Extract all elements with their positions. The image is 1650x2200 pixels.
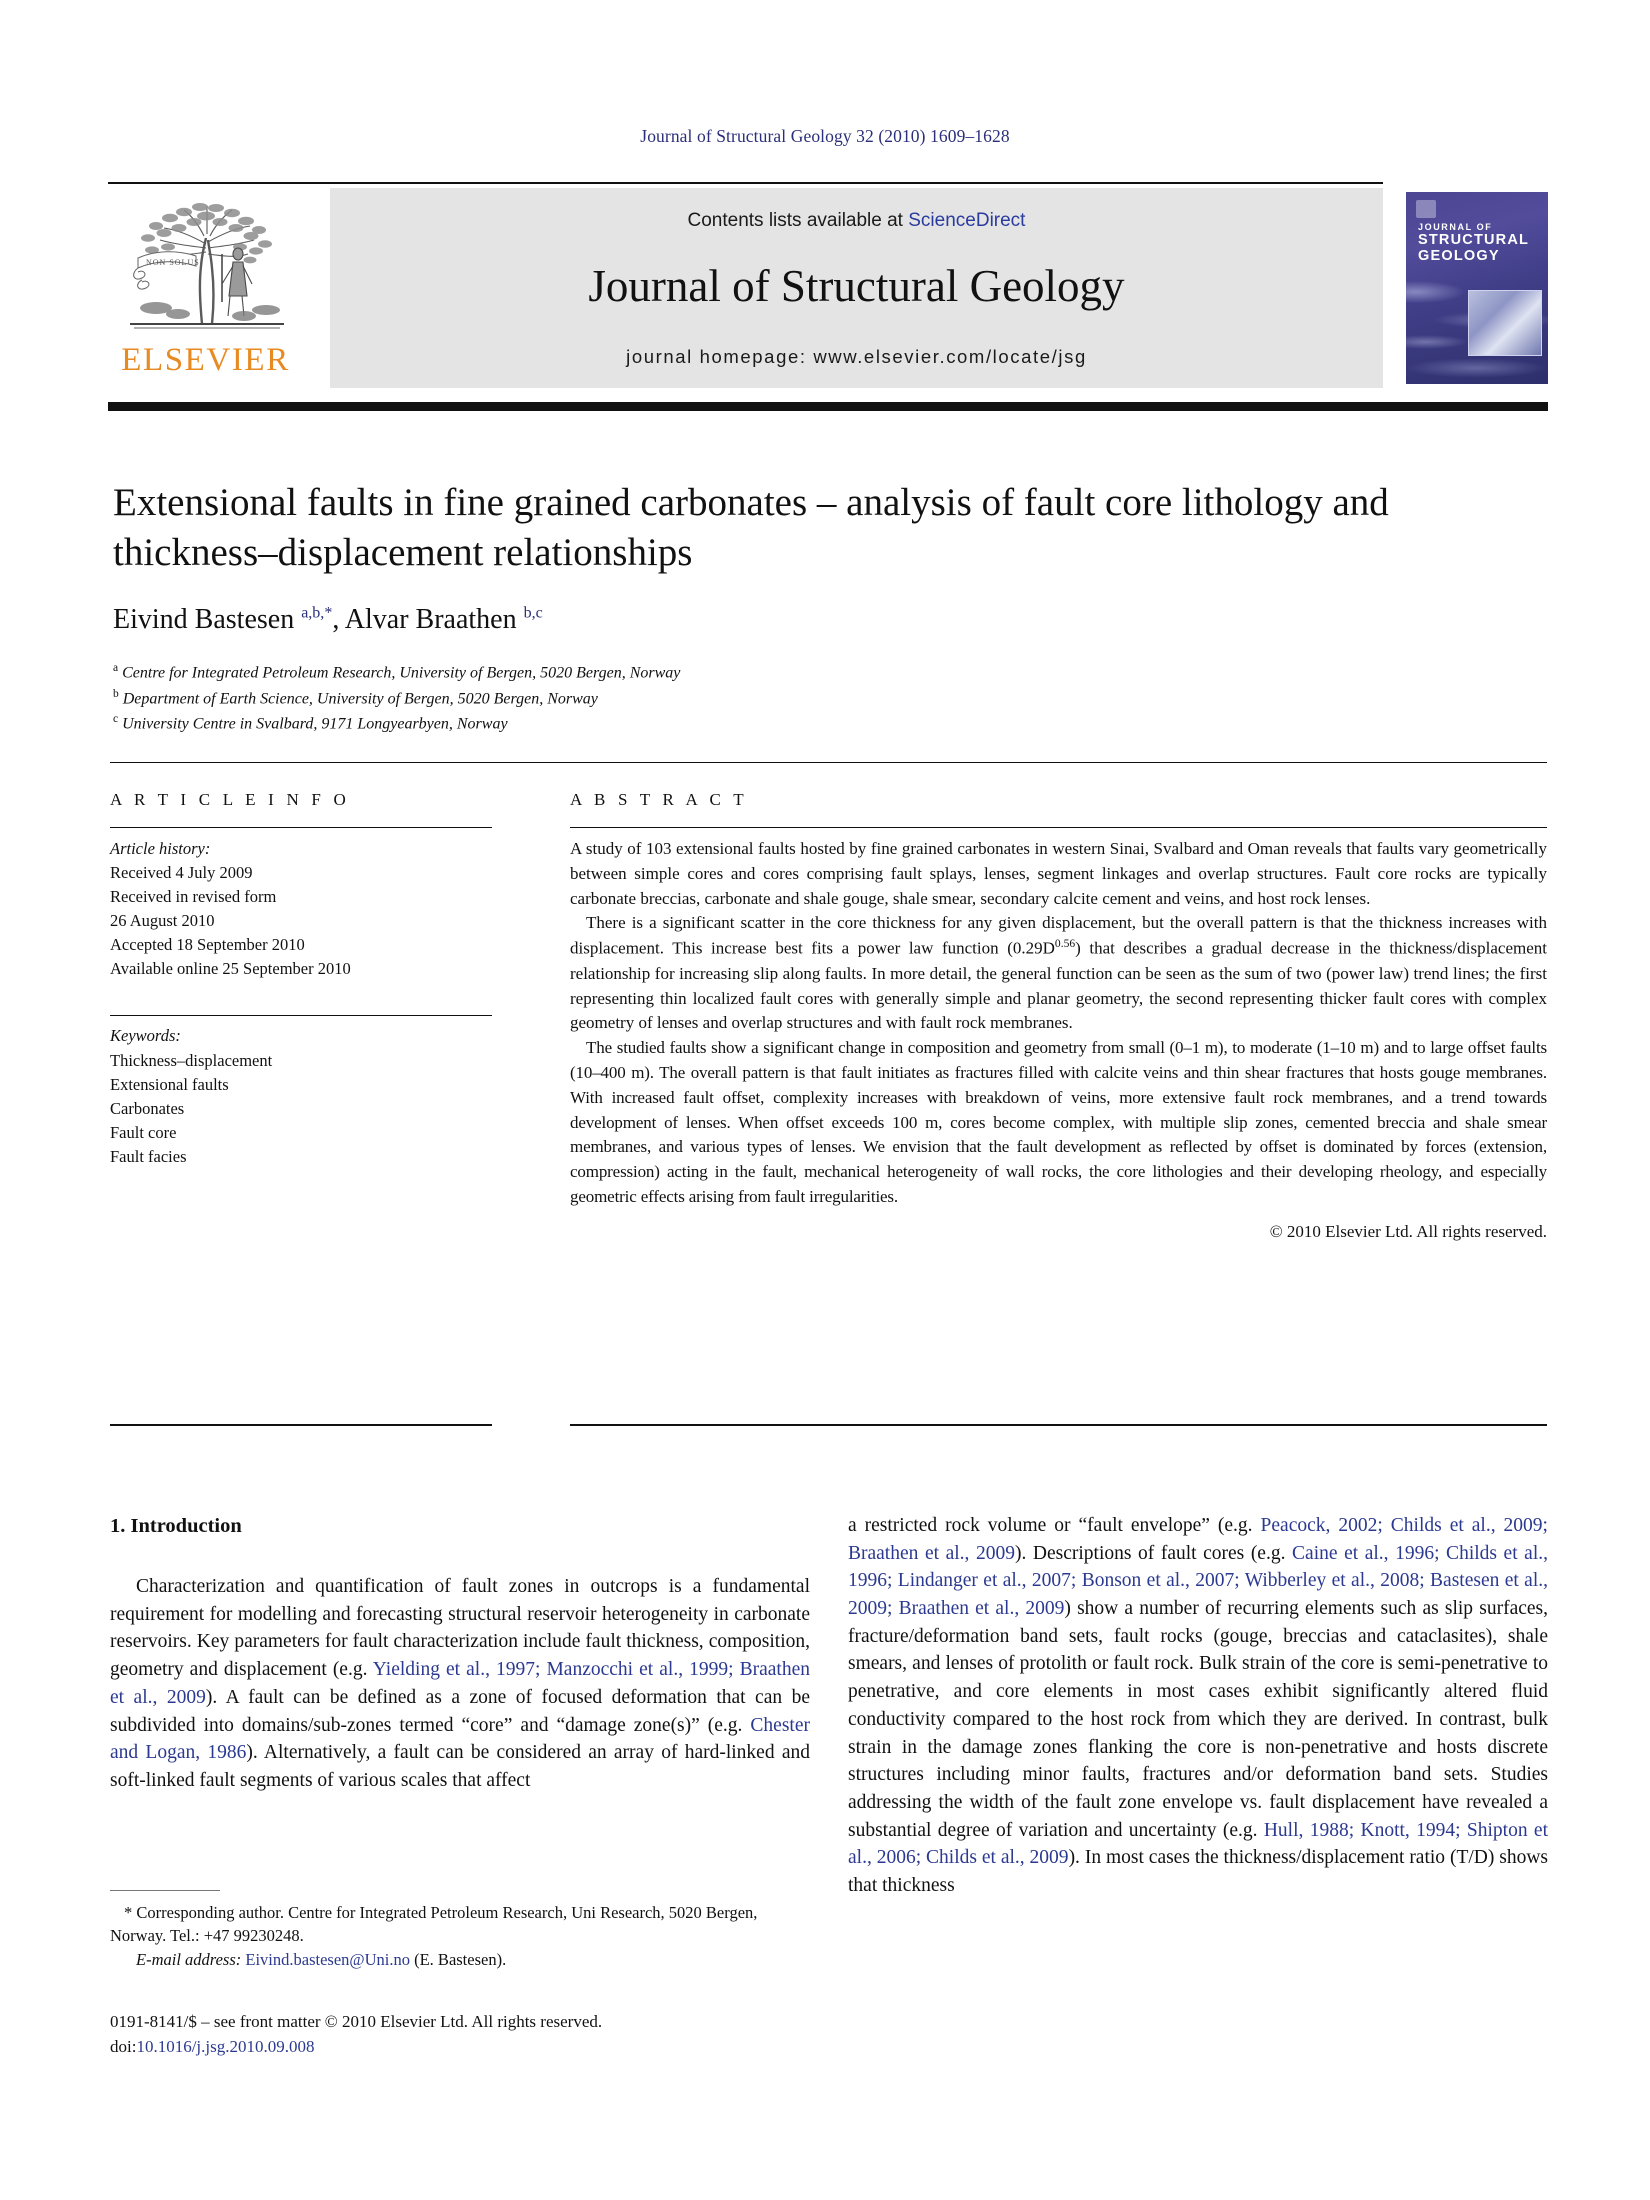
corresponding-author-footnote <box>110 1890 810 1971</box>
keywords-block <box>110 1024 492 1168</box>
affiliation-marker: a <box>113 662 119 674</box>
affiliation-item <box>113 660 1413 686</box>
history-item: 26 August 2010 <box>110 911 215 931</box>
intro-right-column <box>848 1512 1548 1900</box>
contents-line <box>330 210 1383 232</box>
elsevier-logo <box>108 192 303 392</box>
article-info-heading: A R T I C L E I N F O <box>110 790 350 809</box>
cover-title <box>1418 222 1529 265</box>
doi-link[interactable]: 10.1016/j.jsg.2010.09.008 <box>136 2036 315 2056</box>
info-block-bottom-rule <box>570 1424 1547 1426</box>
affiliation-text: Department of Earth Science, University of Bergen, 5020 Bergen, Norway <box>122 689 598 707</box>
journal-homepage[interactable]: journal homepage: www.elsevier.com/locate/jsg <box>626 346 1087 367</box>
intro-left-column <box>110 1512 810 1795</box>
sciencedirect-link[interactable]: ScienceDirect <box>908 210 1026 231</box>
cover-title-line1: JOURNAL OF <box>1418 222 1493 232</box>
journal-cover-image <box>1406 192 1548 384</box>
svg-text:NON SOLUS: NON SOLUS <box>146 258 200 267</box>
info-block-bottom-rule-left <box>110 1424 492 1426</box>
corresponding-author-text: * Corresponding author. Centre for Integrated Petroleum Research, Uni Research, 5020 Bergen, Norway. Tel.: +47 99230248. <box>110 1903 758 1946</box>
affiliation-item <box>113 686 1413 712</box>
keyword-item: Extensional faults <box>110 1074 229 1094</box>
author-list: Eivind Bastesen $^{a,b,*}$, Alvar Braathen $^{b,c}$ <box>113 604 543 635</box>
email-line <box>110 1948 810 1971</box>
affiliation-marker: c <box>113 713 119 726</box>
cover-elsevier-mark-icon <box>1416 200 1436 218</box>
cover-title-line3: GEOLOGY <box>1418 248 1500 265</box>
keyword-item: Carbonates <box>110 1098 185 1118</box>
journal-title: Journal of Structural Geology <box>588 261 1125 311</box>
keyword-item: Thickness–displacement <box>110 1050 273 1070</box>
cover-title-line2: STRUCTURAL <box>1418 232 1530 249</box>
history-item: Received in revised form <box>110 887 277 907</box>
sciencedirect-banner <box>330 188 1383 388</box>
colophon <box>110 2010 870 2059</box>
email-link[interactable]: Eivind.bastesen@Uni.no <box>245 1949 410 1969</box>
affiliation-text: Centre for Integrated Petroleum Research, University of Bergen, 5020 Bergen, Norway <box>122 664 681 682</box>
doi-label: doi: <box>110 2036 137 2056</box>
abstract-copyright: © 2010 Elsevier Ltd. All rights reserved. <box>1269 1221 1547 1241</box>
history-item: Accepted 18 September 2010 <box>110 935 305 955</box>
contents-prefix: Contents lists available at <box>687 210 909 231</box>
cover-inset-photo <box>1468 290 1542 356</box>
page-title: Extensional faults in fine grained carbonates – analysis of fault core lithology and thickness–displacement relationships <box>113 481 1389 574</box>
article-info-rule <box>110 827 492 828</box>
section-heading-introduction: 1. Introduction <box>110 1515 242 1537</box>
email-suffix: (E. Bastesen). <box>414 1949 507 1969</box>
article-info-column <box>110 790 492 1169</box>
history-item: Available online 25 September 2010 <box>110 959 351 979</box>
keywords-rule <box>110 1015 492 1016</box>
article-history <box>110 837 492 981</box>
abstract-rule <box>570 827 1547 828</box>
abstract-paragraph: A study of 103 extensional faults hosted by fine grained carbonates in western Sinai, Svalbard and Oman reveals that faults vary geometrically between simple cores and cores comprising fault splays, lenses, segment linkages and overlap structures. Fault core rocks are typically carbonate breccias, carbonate and shale gouge, shale smear, secondary calcite cement and veins, and host rock lenses. <box>570 839 1547 908</box>
journal-cover-thumbnail[interactable] <box>1398 188 1556 388</box>
email-label: E-mail address: <box>136 1949 242 1969</box>
affiliation-list <box>113 660 1413 737</box>
footnote-divider <box>110 1890 220 1891</box>
history-item: Received 4 July 2009 <box>110 863 253 883</box>
intro-paragraph-right: a restricted rock volume or “fault envelope” (e.g. Peacock, 2002; Childs et al., 2009; Braathen et al., 2009). Descriptions of fault cores (e.g. Caine et al., 1996; Childs et al., 1996; Lindanger et al., 2007; Bonson et al., 2007; Wibberley et al., 2008; Bastesen et al., 2009; Braathen et al., 2009) show a number of recurring elements such as slip surfaces, fracture/deformation band sets, fault rocks (gouge, breccias and cataclasites), shale smears, and lenses of protolith or fault rock. Bulk strain of the core is semi-penetrative to penetrative, and core elements in most cases exhibit significantly altered fluid conductivity compared to the host rock from which they are derived. In contrast, bulk strain in the damage zones flanking the core is non-penetrative and hosts discrete structures including minor faults, fractures and/or deformation band sets. Studies addressing the width of the fault zone envelope vs. fault displacement have revealed a substantial degree of variation and uncertainty (e.g. Hull, 1988; Knott, 1994; Shipton et al., 2006; Childs et al., 2009). In most cases the thickness/displacement ratio (T/D) shows that thickness <box>848 1515 1549 1896</box>
info-block-top-rule <box>110 762 1547 763</box>
abstract-paragraph-powerlaw: There is a significant scatter in the core thickness for any given displacement, but the overall pattern is that the thickness increases with displacement. This increase best fits a power law function $(0.29D^{0.56})$ that describes a gradual decrease in the thickness/displacement relationship for increasing slip along faults. In more detail, the general function can be seen as the sum of two (power law) trend lines; the first representing thin localized fault cores with generally simple and planar geometry, the second representing thicker fault cores with complex geometry of lenses and overlap structures and with fault rock membranes. <box>570 913 1548 1033</box>
intro-paragraph-left: Characterization and quantification of fault zones in outcrops is a fundamental requirement for modelling and forecasting structural reservoir heterogeneity in carbonate reservoirs. Key parameters for fault characterization include fault thickness, composition, geometry and displacement (e.g. Yielding et al., 1997; Manzocchi et al., 1999; Braathen et al., 2009). A fault can be defined as a zone of focused deformation that can be subdivided into domains/sub-zones termed “core” and “damage zone(s)” (e.g. Chester and Logan, 1986). Alternatively, a fault can be considered an array of hard-linked and soft-linked fault segments of various scales that affect <box>110 1576 810 1791</box>
abstract-column <box>570 790 1547 1242</box>
keyword-item: Fault facies <box>110 1146 187 1166</box>
article-history-label: Article history: <box>110 839 211 858</box>
elsevier-tree-icon <box>116 192 296 342</box>
doi-line <box>110 2035 870 2060</box>
abstract-heading: A B S T R A C T <box>570 790 748 809</box>
keyword-item: Fault core <box>110 1122 177 1142</box>
running-head: Journal of Structural Geology 32 (2010) 1609–1628 <box>640 126 1010 146</box>
power-law-exponent: 0.56 <box>1054 937 1076 951</box>
abstract-paragraph: The studied faults show a significant change in composition and geometry from small (0–1 m), to moderate (1–10 m) and to large offset faults (10–400 m). The overall pattern is that fault initiates as fractures filled with calcite veins and thin shear fractures that hosts gouge membranes. With increased fault offset, complexity increases with breakdown of veins, more extensive fault rock membranes, and a trend towards development of lenses. When offset exceeds 100 m, cores become complex, with multiple slip zones, cemented breccia and shale smear membranes, and various types of lenses. We envision that the fault development as reflected by offset is dominated by forces (extension, compression) acting in the fault, mechanical heterogeneity of wall rocks, the core lithologies and their developing rheology, and especially geometric effects arising from fault irregularities. <box>570 1038 1547 1207</box>
elsevier-wordmark: ELSEVIER <box>121 342 290 378</box>
masthead-top-rule <box>108 182 1383 184</box>
abstract-body <box>570 837 1547 1210</box>
affiliation-item <box>113 711 1413 737</box>
affiliation-text: University Centre in Svalbard, 9171 Longyearbyen, Norway <box>122 715 508 733</box>
front-matter-line: 0191-8141/$ – see front matter © 2010 Elsevier Ltd. All rights reserved. <box>110 2012 603 2031</box>
masthead-bottom-rule <box>108 402 1548 411</box>
journal-masthead <box>108 188 1548 400</box>
affiliation-marker: b <box>113 687 119 700</box>
keywords-label: Keywords: <box>110 1026 181 1046</box>
